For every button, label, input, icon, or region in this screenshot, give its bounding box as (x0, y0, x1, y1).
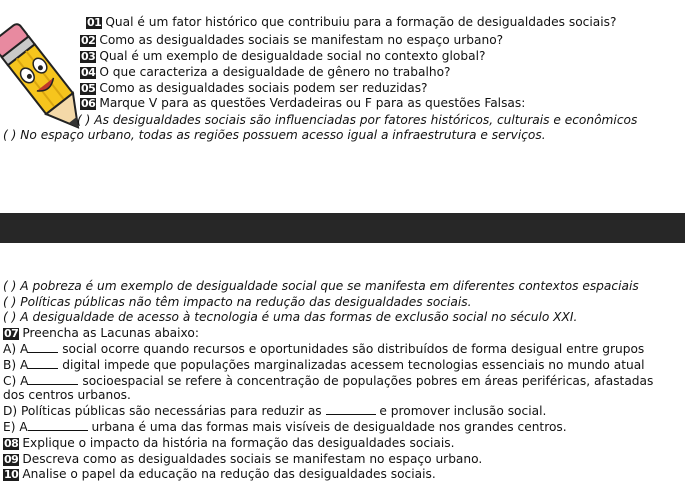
true-false-item[interactable]: ( ) As desigualdades sociais são influenciadas por fatores históricos, culturais e econômicos (77, 113, 638, 127)
question-06: 06 Marque V para as questões Verdadeiras ou F para as questões Falsas: (81, 96, 526, 110)
fill-blank-e: E) A urbana é uma das formas mais visíveis de desigualdade nos grandes centros. (3, 420, 567, 434)
true-false-item[interactable]: ( ) No espaço urbano, todas as regiões possuem acesso igual a infraestrutura e serviços. (3, 128, 546, 142)
blank-input[interactable] (28, 342, 58, 353)
true-false-item[interactable]: ( ) A pobreza é um exemplo de desigualdade social que se manifesta em diferentes contextos espaciais (3, 279, 639, 293)
true-false-item[interactable]: ( ) Políticas públicas não têm impacto na redução das desigualdades sociais. (3, 295, 472, 309)
top-worksheet-section (0, 0, 685, 168)
fill-blank-a: A) A social ocorre quando recursos e oportunidades são distribuídos de forma desigual entre grupos (3, 342, 645, 356)
question-09: 09 Descreva como as desigualdades sociais se manifestam no espaço urbano. (4, 452, 483, 466)
separator-bar (0, 213, 685, 243)
question-07: 07 Preencha as Lacunas abaixo: (4, 326, 199, 340)
blank-input[interactable] (28, 374, 78, 385)
question-01: 01 Qual é um fator histórico que contribuiu para a formação de desigualdades sociais? (87, 15, 617, 29)
blank-input[interactable] (326, 404, 376, 415)
question-10: 10 Analise o papel da educação na redução das desigualdades sociais. (4, 467, 436, 481)
question-04: 04 O que caracteriza a desigualdade de gênero no trabalho? (81, 65, 451, 79)
fill-blank-c-continuation: dos centros urbanos. (3, 388, 131, 402)
question-05: 05 Como as desigualdades sociais podem ser reduzidas? (81, 81, 428, 95)
question-03: 03 Qual é um exemplo de desigualdade social no contexto global? (81, 49, 486, 63)
question-02: 02 Como as desigualdades sociais se manifestam no espaço urbano? (81, 33, 504, 47)
fill-blank-d: D) Políticas públicas são necessárias para reduzir as e promover inclusão social. (3, 404, 547, 418)
fill-blank-c: C) A socioespacial se refere à concentração de populações pobres em áreas periféricas, afastadas (3, 374, 654, 388)
blank-input[interactable] (28, 358, 58, 369)
true-false-item[interactable]: ( ) A desigualdade de acesso à tecnologia é uma das formas de exclusão social no século XXI. (3, 310, 578, 324)
fill-blank-b: B) A digital impede que populações marginalizadas acessem tecnologias essenciais no mundo atual (3, 358, 645, 372)
question-08: 08 Explique o impacto da história na formação das desigualdades sociais. (4, 436, 455, 450)
blank-input[interactable] (28, 420, 88, 431)
bottom-worksheet-section (0, 270, 685, 501)
